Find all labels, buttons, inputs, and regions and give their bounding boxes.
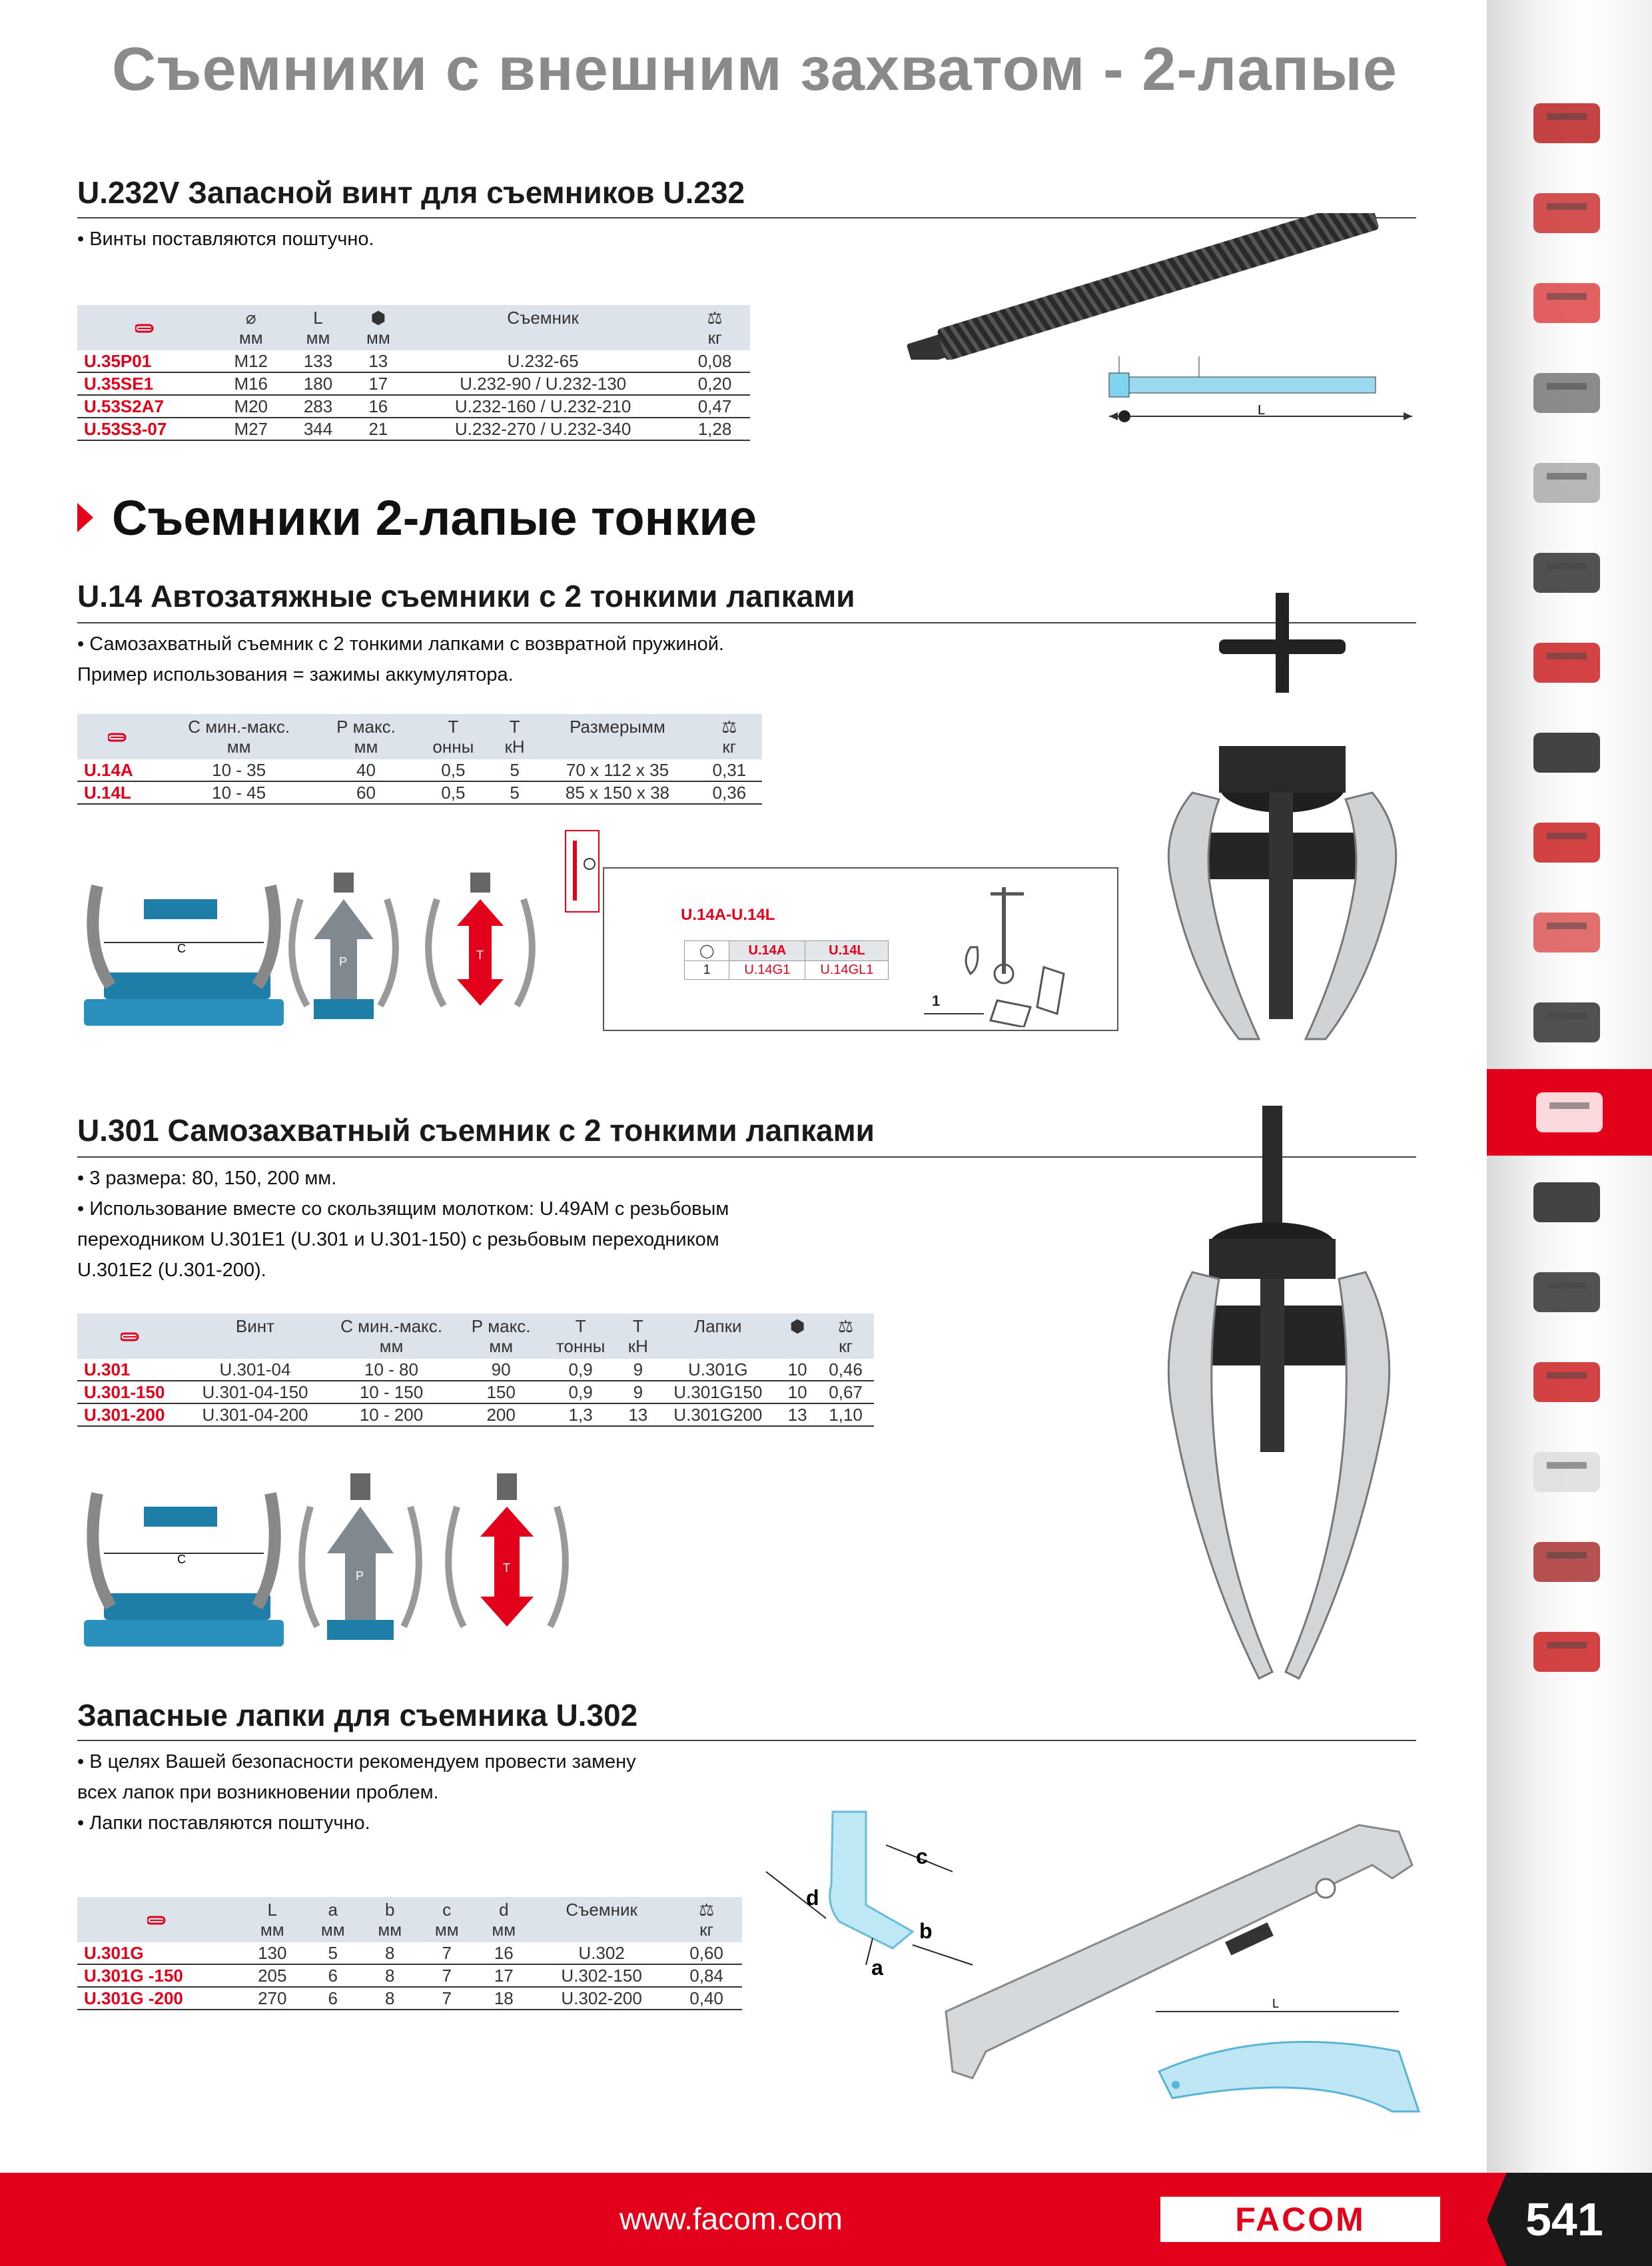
reference-logo-header <box>77 1897 240 1942</box>
hacksaw-icon[interactable] <box>1500 979 1633 1066</box>
header-unit: мм <box>379 1336 404 1356</box>
wrench-icon[interactable] <box>1500 350 1633 436</box>
header-unit: кг <box>707 328 722 348</box>
cell: 1 <box>685 961 729 980</box>
diagram-c <box>84 886 284 1026</box>
table-cell: U.301-04-200 <box>186 1403 324 1426</box>
header-label: ⬢ <box>789 1316 805 1336</box>
reference-logo-header <box>77 305 216 350</box>
header-label: L <box>313 308 323 328</box>
col-icon: ◯ <box>685 941 729 961</box>
table-cell: U.232-270 / U.232-340 <box>406 418 679 440</box>
table-row <box>77 350 750 372</box>
circuit-breaker-icon[interactable] <box>1500 1429 1633 1515</box>
table-cell: 0,67 <box>817 1381 874 1403</box>
reference-cell: U.301-200 <box>77 1403 186 1426</box>
column-header <box>697 714 762 759</box>
column-header <box>532 1897 671 1942</box>
table-cell: U.302-200 <box>532 1987 671 2010</box>
vise-icon[interactable] <box>1500 1339 1633 1425</box>
header-label: С мин.-макс. <box>188 717 290 737</box>
ratchet-icon[interactable] <box>1500 530 1633 616</box>
table-cell: 18 <box>476 1987 533 2010</box>
table-cell: 0,84 <box>671 1964 742 1987</box>
header-label: Р макс. <box>471 1316 531 1336</box>
pliers-icon[interactable] <box>1500 709 1633 796</box>
table-cell: 344 <box>286 418 350 440</box>
spare-parts-box-u14 <box>603 867 1118 1031</box>
header-label: b <box>385 1900 395 1920</box>
label-p: P <box>356 1569 364 1583</box>
header-unit <box>414 328 671 348</box>
header-unit: мм <box>226 737 251 757</box>
section-arrow-icon <box>77 503 93 532</box>
section-title-u14: U.14 Автозатяжные съемники с 2 тонкими лапками <box>77 579 855 613</box>
bullet-text: • 3 размера: 80, 150, 200 мм. <box>77 1168 337 1189</box>
header-unit <box>667 1336 769 1356</box>
reference-logo-header <box>77 714 161 759</box>
header-unit: мм <box>489 1336 513 1356</box>
reference-cell: U.301G <box>77 1942 240 1964</box>
reference-cell: U.301 <box>77 1359 186 1381</box>
column-header <box>538 714 696 759</box>
table-cell: 13 <box>618 1403 659 1426</box>
impact-wrench-icon[interactable] <box>1500 1249 1633 1335</box>
table-cell: 8 <box>362 1987 419 2010</box>
table-cell: 10 - 200 <box>324 1403 458 1426</box>
table-cell: 10 - 150 <box>324 1381 458 1403</box>
header-unit: кг <box>699 1920 714 1940</box>
column-header <box>304 1897 362 1942</box>
table-cell: U.232-160 / U.232-210 <box>406 395 679 418</box>
header-label: Т <box>632 1316 643 1336</box>
category-sidebar <box>1487 0 1652 2173</box>
header-label: Т <box>575 1316 586 1336</box>
column-header <box>476 1897 533 1942</box>
header-label: Размерымм <box>570 717 665 737</box>
table-cell: 13 <box>350 350 406 372</box>
table-row <box>77 1403 874 1426</box>
tape-measure-icon[interactable] <box>1500 799 1633 886</box>
cell: U.14GL1 <box>805 961 889 980</box>
table-row <box>77 1381 874 1403</box>
table-cell: 16 <box>476 1942 533 1964</box>
bullet-text: переходником U.301E1 (U.301 и U.301-150) с резьбовым переходником <box>77 1229 719 1250</box>
table-cell: 16 <box>350 395 406 418</box>
header-label: С мин.-макс. <box>340 1316 442 1336</box>
socket-icon[interactable] <box>1500 440 1633 526</box>
brand-logo <box>1160 2197 1440 2242</box>
table-cell: 150 <box>458 1381 544 1403</box>
table-cell: 0,9 <box>544 1359 618 1381</box>
column-header <box>418 1897 476 1942</box>
table-cell: 40 <box>316 759 416 781</box>
header-label: c <box>442 1900 452 1920</box>
table-cell: 8 <box>362 1942 419 1964</box>
table-cell: 9 <box>618 1359 659 1381</box>
column-header <box>458 1314 544 1359</box>
tool-tray-icon[interactable] <box>1500 80 1633 167</box>
col-header: U.14A <box>729 941 805 961</box>
bullet-list <box>77 629 724 690</box>
table-cell: 70 x 112 x 35 <box>538 759 696 781</box>
table-row <box>77 759 762 781</box>
table-cell: 10 - 80 <box>324 1359 458 1381</box>
header-unit: мм <box>320 1920 345 1940</box>
facom-ref-icon <box>135 318 158 328</box>
u301-puller-photo <box>1146 1106 1426 1692</box>
section-divider <box>77 1740 1416 1741</box>
reference-cell: U.301G -150 <box>77 1964 240 1987</box>
bullet-text: U.301E2 (U.301-200). <box>77 1260 266 1281</box>
header-label: Р макс. <box>336 717 396 737</box>
column-header <box>316 714 416 759</box>
bullet-text: • Винты поставляются поштучно. <box>77 228 374 250</box>
label-p: P <box>339 955 348 968</box>
u14-usage-diagrams <box>77 859 650 1032</box>
cell: U.14G1 <box>729 961 805 980</box>
facom-ref-icon <box>108 727 131 737</box>
dim-label-a: a <box>871 1956 883 1980</box>
table-cell: U.301-04-150 <box>186 1381 324 1403</box>
tool-box-icon[interactable] <box>1500 260 1633 346</box>
dim-label-c: c <box>916 1844 928 1868</box>
table-cell: 205 <box>240 1964 304 1987</box>
table-cell: 0,60 <box>671 1942 742 1964</box>
header-label: Т <box>509 717 520 737</box>
column-header <box>406 305 679 350</box>
header-label: ⚖ <box>707 308 723 328</box>
table-cell: U.302 <box>532 1942 671 1964</box>
column-header <box>324 1314 458 1359</box>
column-header <box>350 305 406 350</box>
table-cell: 7 <box>418 1942 476 1964</box>
table-cell: U.232-90 / U.232-130 <box>406 372 679 395</box>
column-header <box>777 1314 817 1359</box>
header-unit <box>546 737 688 757</box>
column-header <box>544 1314 618 1359</box>
col-header: U.14L <box>805 941 889 961</box>
puller-icon[interactable] <box>1487 1069 1652 1156</box>
table-cell: 5 <box>491 781 538 804</box>
table-cell: U.301-04 <box>186 1359 324 1381</box>
header-label: ⚖ <box>721 717 737 737</box>
header-unit: кг <box>839 1336 853 1356</box>
section-heading-thin <box>77 490 757 546</box>
hammer-icon[interactable] <box>1500 889 1633 976</box>
table-cell: 0,20 <box>679 372 750 395</box>
flashlight-icon[interactable] <box>1500 1159 1633 1246</box>
table-cell: 10 - 35 <box>161 759 316 781</box>
torque-wrench-icon[interactable] <box>1500 1519 1633 1605</box>
steering-wheel-icon[interactable] <box>1500 1609 1633 1695</box>
table-cell: U.301G <box>659 1359 777 1381</box>
table-cell: 10 - 45 <box>161 781 316 804</box>
facom-ref-icon <box>147 1910 170 1920</box>
header-unit: кг <box>722 737 737 757</box>
table-row <box>77 1964 742 1987</box>
table-row <box>685 961 889 980</box>
reference-cell: U.301G -200 <box>77 1987 240 2010</box>
bullet-text: • Использование вместе со скользящим молотком: U.49AM с резьбовым <box>77 1198 729 1220</box>
table-row <box>77 1987 742 2010</box>
header-unit: тонны <box>556 1336 606 1356</box>
column-header <box>491 714 538 759</box>
table-cell: 180 <box>286 372 350 395</box>
column-header <box>240 1897 304 1942</box>
table-cell: 1,10 <box>817 1403 874 1426</box>
table-row <box>77 418 750 440</box>
table-cell: 133 <box>286 350 350 372</box>
table-cell: 0,47 <box>679 395 750 418</box>
table-cell: 8 <box>362 1964 419 1987</box>
table-cell: 0,08 <box>679 350 750 372</box>
header-unit <box>540 1920 663 1940</box>
reference-cell: U.53S2A7 <box>77 395 216 418</box>
header-unit: мм <box>366 328 390 348</box>
table-cell: 7 <box>418 1987 476 2010</box>
header-unit: кН <box>627 1336 648 1356</box>
table-cell: 200 <box>458 1403 544 1426</box>
table-cell: 10 <box>777 1359 817 1381</box>
page-number: 541 <box>1525 2193 1603 2245</box>
column-header <box>216 305 286 350</box>
u301-usage-diagrams <box>77 1460 650 1653</box>
callout-number: 1 <box>932 992 941 1009</box>
table-row <box>77 781 762 804</box>
table-cell: 0,40 <box>671 1987 742 2010</box>
table-row <box>77 1359 874 1381</box>
section-title-u301: U.301 Самозахватный съемник с 2 тонкими лапками <box>77 1113 875 1148</box>
spare-parts-drawing <box>924 874 1117 1027</box>
reference-cell: U.35P01 <box>77 350 216 372</box>
spec-table-u14 <box>77 714 762 805</box>
table-cell: M20 <box>216 395 286 418</box>
reference-logo-header <box>77 1314 186 1359</box>
section-title-u232v: U.232V Запасной винт для съемников U.232 <box>77 175 745 210</box>
bullet-text: • В целях Вашей безопасности рекомендуем провести замену <box>77 1751 636 1772</box>
header-unit: кН <box>504 737 525 757</box>
label-t: T <box>476 948 484 962</box>
table-cell: 13 <box>777 1403 817 1426</box>
column-header <box>161 714 316 759</box>
header-label: ⬢ <box>370 308 386 328</box>
table-row <box>77 372 750 395</box>
table-cell: U.302-150 <box>532 1964 671 1987</box>
column-header <box>618 1314 659 1359</box>
spare-parts-title: U.14A-U.14L <box>681 906 775 924</box>
column-header <box>286 305 350 350</box>
label-t: T <box>503 1561 510 1575</box>
spec-table-u232v <box>77 305 750 441</box>
reference-cell: U.14L <box>77 781 161 804</box>
header-label: Съемник <box>507 308 579 328</box>
spare-parts-icon <box>565 830 600 913</box>
header-unit: мм <box>378 1920 402 1940</box>
label-c: C <box>177 942 186 955</box>
header-unit <box>785 1336 809 1356</box>
jaw-length-diagram <box>1146 1998 1439 2118</box>
table-cell: 6 <box>304 1987 362 2010</box>
header-label: Съемник <box>566 1900 637 1920</box>
table-cell: 21 <box>350 418 406 440</box>
header-unit: мм <box>238 328 263 348</box>
column-header <box>817 1314 874 1359</box>
table-cell: 90 <box>458 1359 544 1381</box>
header-label: Т <box>448 717 459 737</box>
page-title: Съемники с внешним захватом - 2-лапые <box>112 35 1398 103</box>
table-cell: 130 <box>240 1942 304 1964</box>
header-label: L <box>267 1900 278 1920</box>
footer-bar <box>0 2173 1652 2266</box>
diagram-length-label: L <box>1258 403 1266 418</box>
table-cell: 0,31 <box>697 759 762 781</box>
header-unit: мм <box>434 1920 459 1940</box>
diagram-t <box>448 1473 566 1627</box>
bullet-text: • Лапки поставляются поштучно. <box>77 1812 370 1834</box>
brand-logo-text: FACOM <box>1235 2201 1366 2238</box>
header-label: ⚖ <box>698 1900 715 1920</box>
table-cell: 9 <box>618 1381 659 1403</box>
diagram-c <box>84 1493 284 1647</box>
table-row <box>77 1942 742 1964</box>
section-heading-text: Съемники 2-лапые тонкие <box>112 490 757 546</box>
column-header <box>679 305 750 350</box>
table-row <box>77 395 750 418</box>
bullet-list <box>77 1163 729 1286</box>
header-unit: мм <box>492 1920 516 1940</box>
table-cell: M27 <box>216 418 286 440</box>
table-cell: 0,46 <box>817 1359 874 1381</box>
header-label: Лапки <box>694 1316 742 1336</box>
table-cell: 1,3 <box>544 1403 618 1426</box>
table-cell: 5 <box>304 1942 362 1964</box>
label-c: C <box>177 1553 186 1566</box>
column-header <box>186 1314 324 1359</box>
header-label: ⚖ <box>837 1316 854 1336</box>
table-cell: U.232-65 <box>406 350 679 372</box>
diagram-t <box>428 873 532 1006</box>
spec-table-u302 <box>77 1897 742 2010</box>
header-label: ⌀ <box>245 308 256 328</box>
reference-cell: U.53S3-07 <box>77 418 216 440</box>
u14-puller-photo <box>1146 579 1426 1072</box>
table-cell: 10 <box>777 1381 817 1403</box>
column-header <box>416 714 491 759</box>
header-unit: мм <box>260 1920 284 1940</box>
table-cell: 17 <box>350 372 406 395</box>
table-cell: 5 <box>491 759 538 781</box>
bullet-list <box>77 1746 636 1838</box>
spare-screw-diagram <box>1099 353 1419 440</box>
facom-ref-icon <box>121 1326 143 1337</box>
table-cell: U.301G150 <box>659 1381 777 1403</box>
header-unit: мм <box>354 737 378 757</box>
reference-cell: U.14A <box>77 759 161 781</box>
diagram-p <box>292 873 396 1019</box>
table-cell: 17 <box>476 1964 533 1987</box>
table-cell: 1,28 <box>679 418 750 440</box>
tool-cabinet-icon[interactable] <box>1500 170 1633 256</box>
bullet-text: всех лапок при возникновении проблем. <box>77 1782 439 1803</box>
spare-parts-table <box>684 941 889 980</box>
bullet-list <box>77 224 374 254</box>
section-title-u302: Запасные лапки для съемника U.302 <box>77 1698 638 1732</box>
bullet-text: • Самозахватный съемник с 2 тонкими лапками с возвратной пружиной. <box>77 633 724 655</box>
table-cell: 6 <box>304 1964 362 1987</box>
reference-cell: U.301-150 <box>77 1381 186 1403</box>
header-unit <box>194 1336 316 1356</box>
table-cell: 7 <box>418 1964 476 1987</box>
header-label: a <box>328 1900 338 1920</box>
dim-label-b: b <box>919 1919 933 1943</box>
column-header <box>671 1897 742 1942</box>
footer-url[interactable]: www.facom.com <box>620 2201 843 2236</box>
bullet-text: Пример использования = зажимы аккумулятора. <box>77 664 514 685</box>
spec-table-u301 <box>77 1314 874 1427</box>
header-unit: онны <box>432 737 474 757</box>
table-cell: 270 <box>240 1987 304 2010</box>
diagram-p <box>302 1473 419 1640</box>
column-header <box>659 1314 777 1359</box>
table-cell: 0,36 <box>697 781 762 804</box>
reference-cell: U.35SE1 <box>77 372 216 395</box>
column-header <box>362 1897 419 1942</box>
table-cell: 60 <box>316 781 416 804</box>
table-cell: 0,9 <box>544 1381 618 1403</box>
table-cell: M12 <box>216 350 286 372</box>
table-cell: 283 <box>286 395 350 418</box>
header-label: d <box>499 1900 509 1920</box>
header-label: Винт <box>235 1316 275 1336</box>
table-cell: 0,5 <box>416 781 491 804</box>
spare-screw-photo <box>859 213 1406 360</box>
dim-label-d: d <box>806 1886 819 1910</box>
table-cell: 0,5 <box>416 759 491 781</box>
table-cell: M16 <box>216 372 286 395</box>
table-cell: U.301G200 <box>659 1403 777 1426</box>
header-unit: мм <box>306 328 330 348</box>
screwdriver-icon[interactable] <box>1500 619 1633 706</box>
dim-label-l: L <box>1272 1998 1280 2010</box>
table-cell: 85 x 150 x 38 <box>538 781 696 804</box>
